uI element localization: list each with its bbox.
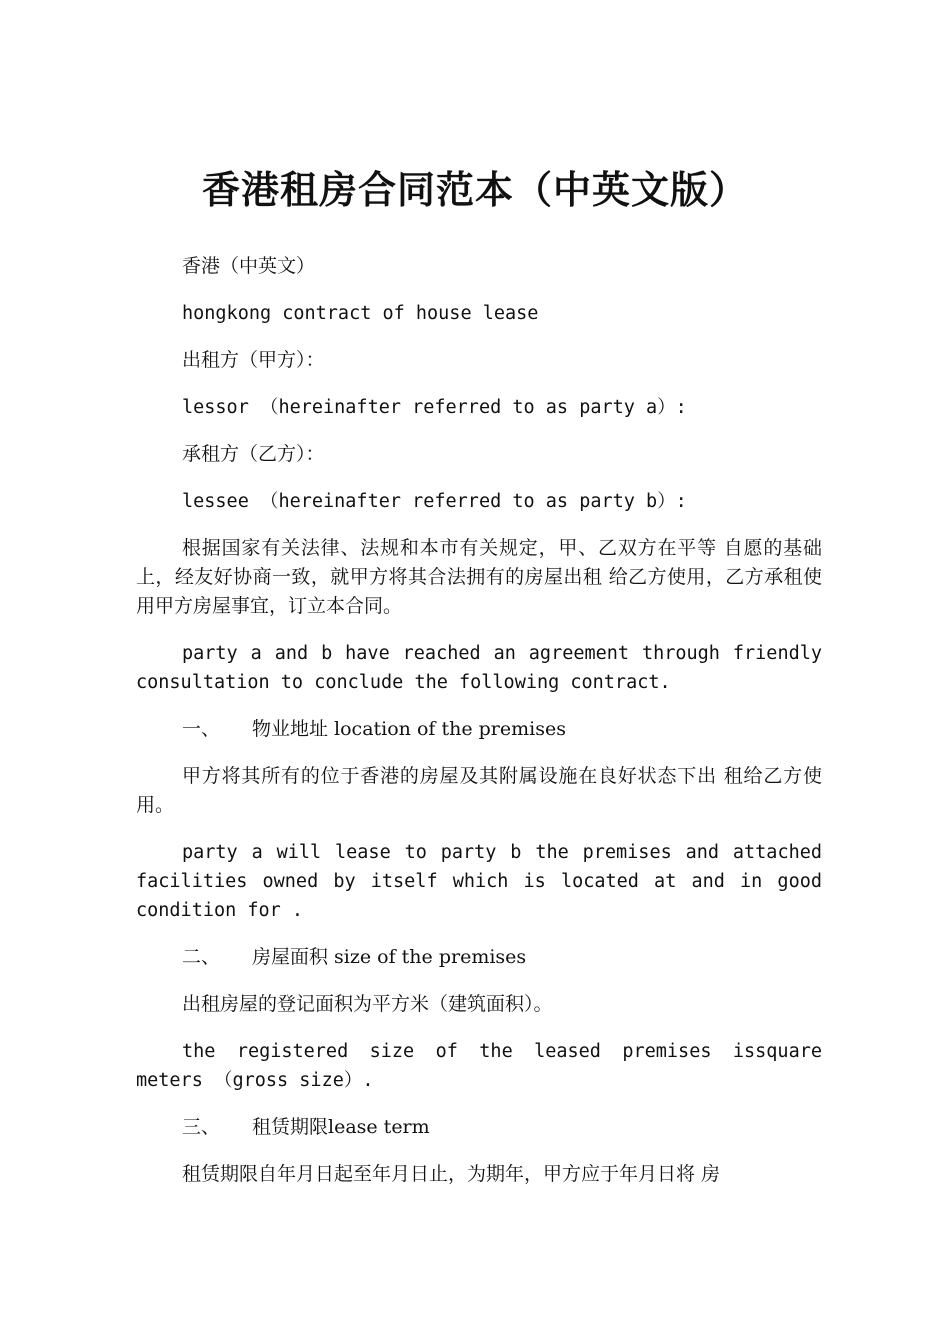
section-number: 二、 bbox=[182, 946, 221, 968]
section-heading-size bbox=[136, 943, 822, 972]
paragraph-lessor-zh: 出租方（甲方）： bbox=[182, 349, 325, 371]
section-number: 一、 bbox=[182, 718, 221, 740]
section-title: 租赁期限lease term bbox=[252, 1116, 430, 1138]
paragraph-heading-zh: 香港（中英文） bbox=[182, 255, 316, 277]
section-title: 房屋面积 size of the premises bbox=[252, 946, 527, 968]
paragraph-lessee-zh: 承租方（乙方）： bbox=[182, 443, 325, 465]
section-title: 物业地址 location of the premises bbox=[252, 718, 566, 740]
paragraph-location-en: party a will lease to party b the premises and attached facilities owned by itself which is located at and in good condition for . bbox=[136, 842, 834, 921]
paragraph-lessee-en: lessee （hereinafter referred to as party b）: bbox=[182, 491, 687, 512]
paragraph-preamble-en: party a and b have reached an agreement through friendly consultation to conclude the following contract. bbox=[136, 643, 834, 693]
document-body bbox=[136, 252, 834, 1207]
paragraph-size-en: the registered size of the leased premises issquare meters （gross size）. bbox=[136, 1041, 834, 1091]
paragraph-location-zh: 甲方将其所有的位于香港的房屋及其附属设施在良好状态下出 租给乙方使用。 bbox=[136, 765, 822, 816]
paragraph-preamble-zh: 根据国家有关法律、法规和本市有关规定，甲、乙双方在平等 自愿的基础上，经友好协商一致，就甲方将其合法拥有的房屋出租 给乙方使用，乙方承租使用甲方房屋事宜，订立本合同。 bbox=[136, 537, 822, 617]
paragraph-size-zh: 出租房屋的登记面积为平方米（建筑面积）。 bbox=[182, 993, 553, 1015]
section-number: 三、 bbox=[182, 1116, 221, 1138]
document-title: 香港租房合同范本（中英文版） bbox=[201, 168, 748, 212]
paragraph-heading-en: hongkong contract of house lease bbox=[182, 303, 539, 324]
paragraph-lessor-en: lessor （hereinafter referred to as party a）: bbox=[182, 397, 687, 418]
paragraph-term-zh: 租赁期限自年月日起至年月日止，为期年，甲方应于年月日将 房 bbox=[182, 1163, 721, 1185]
section-heading-location bbox=[136, 715, 822, 744]
section-heading-term bbox=[136, 1113, 822, 1142]
